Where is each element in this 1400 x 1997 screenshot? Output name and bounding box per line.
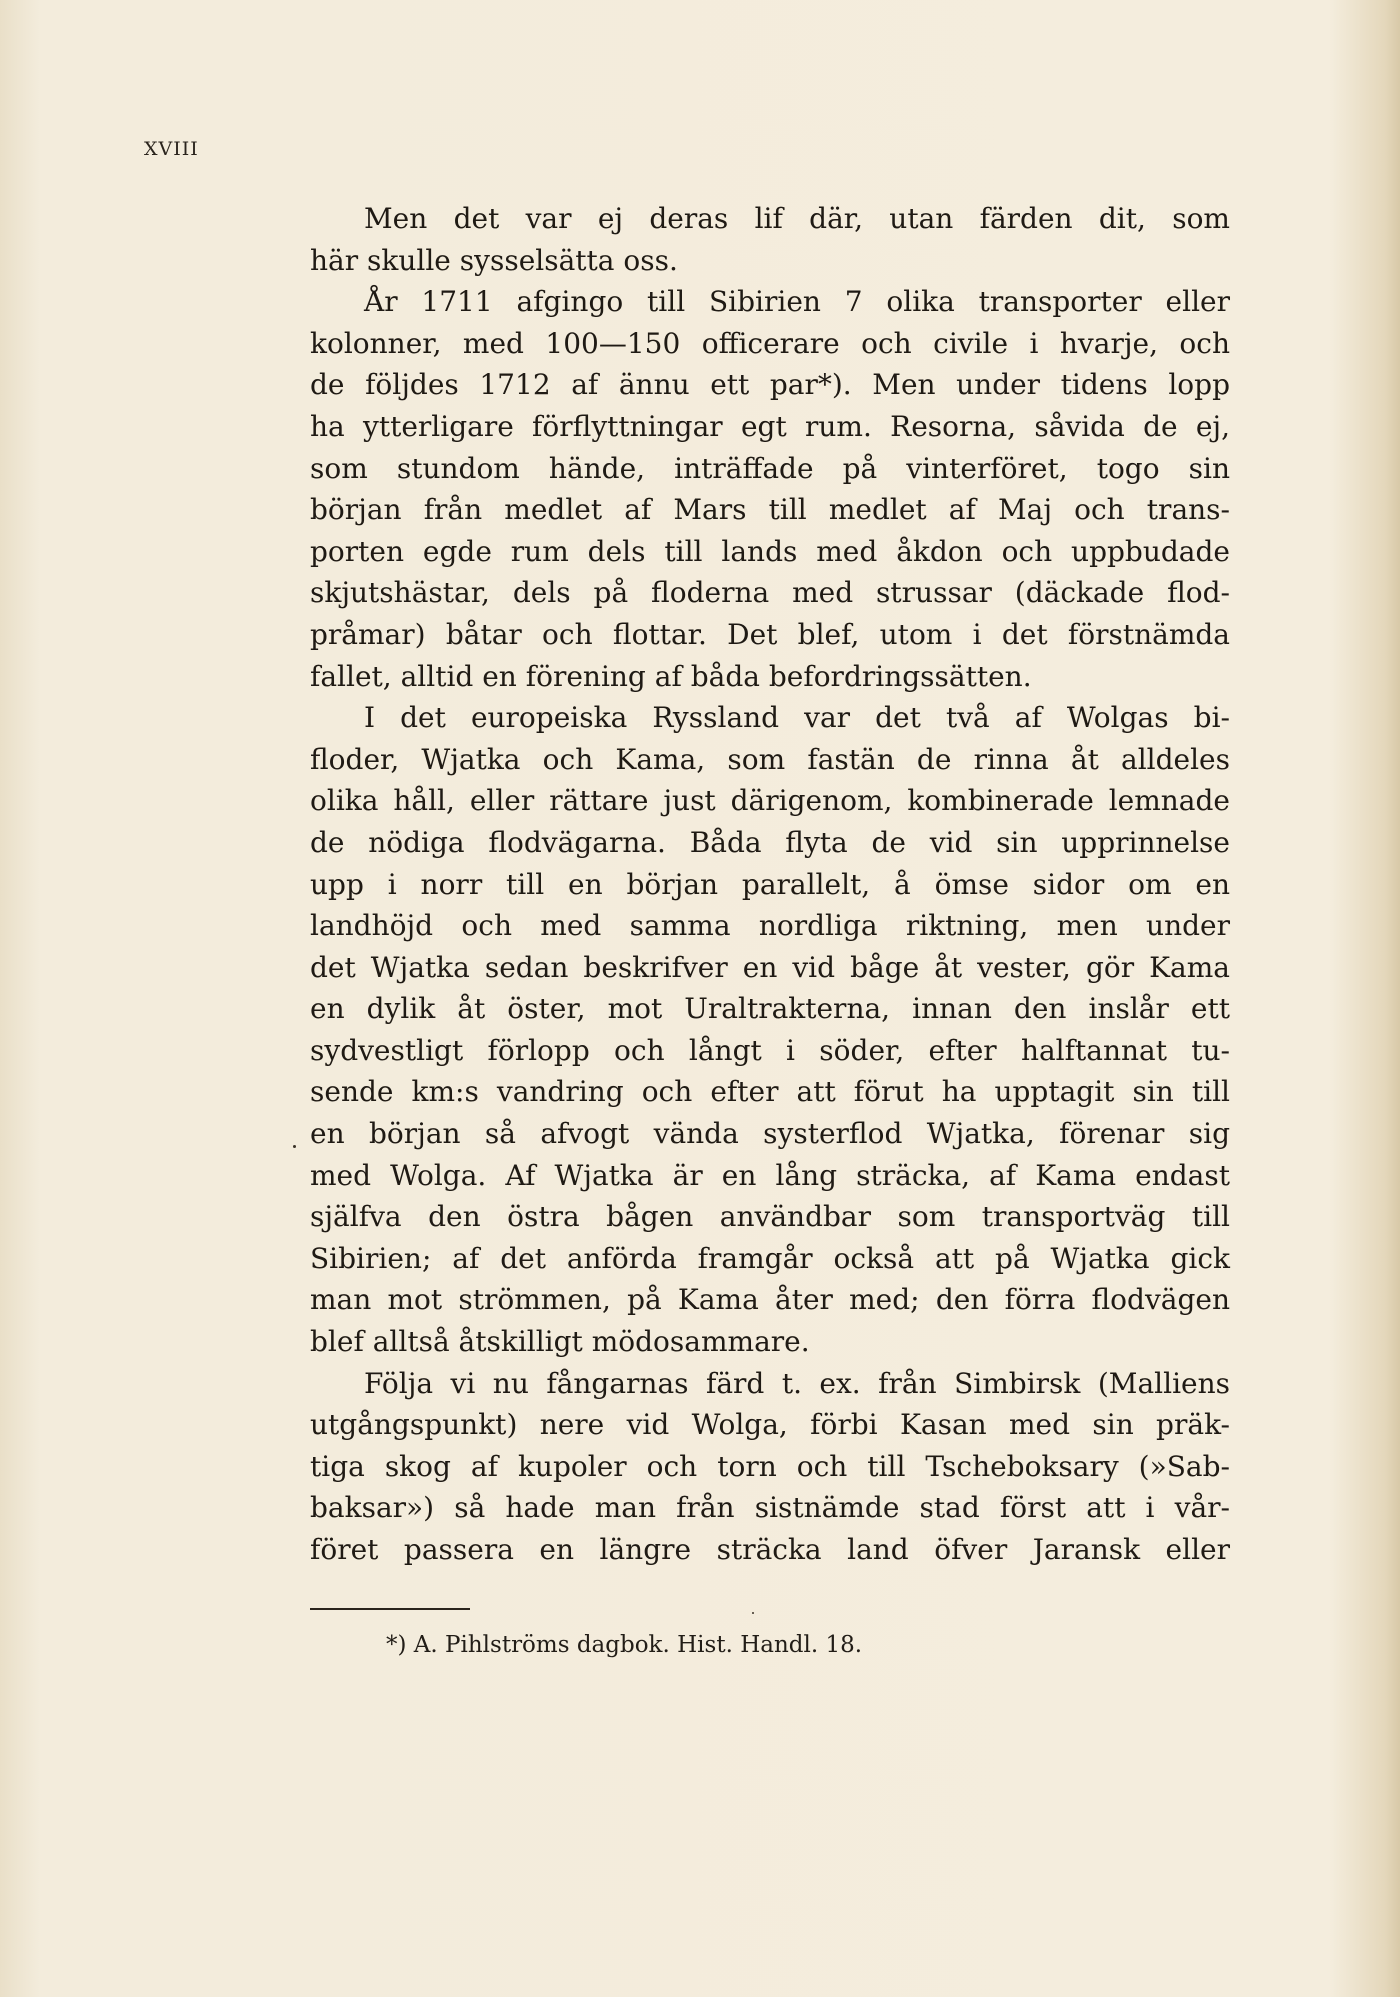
paper-speck — [752, 1612, 754, 1614]
text-line: blef alltså åtskilligt mödosammare. — [310, 1325, 810, 1359]
page-number: XVIII — [144, 138, 199, 160]
footnote: *) A. Pihlströms dagbok. Hist. Handl. 18. — [386, 1632, 863, 1658]
text-line: skjutshästar, dels på floderna med strussar (däckade flod- — [310, 576, 1230, 610]
text-line: en dylik åt öster, mot Uraltrakterna, innan den inslår ett — [310, 992, 1230, 1026]
text-line: pråmar) båtar och flottar. Det blef, utom i det förstnämda — [310, 617, 1230, 651]
text-line: landhöjd och med samma nordliga riktning, men under — [310, 909, 1230, 943]
text-line: det Wjatka sedan beskrifver en vid båge åt vester, gör Kama — [310, 950, 1230, 984]
text-line: olika håll, eller rättare just därigenom, kombinerade lemnade — [310, 784, 1230, 818]
text-line: kolonner, med 100—150 officerare och civile i hvarje, och — [310, 326, 1230, 360]
text-line: föret passera en längre sträcka land öfver Jaransk eller — [310, 1533, 1230, 1566]
text-line: fallet, alltid en förening af båda befordringssätten. — [310, 659, 1032, 693]
text-line: början från medlet af Mars till medlet af Maj och trans- — [310, 493, 1230, 527]
text-line: sende km:s vandring och efter att förut ha upptagit sin till — [310, 1075, 1230, 1109]
body-text — [310, 198, 1230, 1571]
paper-speck — [293, 1145, 296, 1148]
footnote-divider — [310, 1608, 470, 1610]
text-line: själfva den östra bågen användbar som transportväg till — [310, 1200, 1230, 1234]
text-line: baksar») så hade man från sistnämde stad först att i vår- — [310, 1491, 1230, 1525]
text-line: man mot strömmen, på Kama åter med; den förra flodvägen — [310, 1283, 1230, 1317]
text-line: upp i norr till en början parallelt, å ömse sidor om en — [310, 867, 1230, 901]
text-line: porten egde rum dels till lands med åkdon och uppbudade — [310, 534, 1230, 568]
text-line: I det europeiska Ryssland var det två af Wolgas bi- — [364, 701, 1230, 735]
text-line: som stundom hände, inträffade på vinterföret, togo sin — [310, 451, 1230, 485]
text-line: Sibirien; af det anförda framgår också att på Wjatka gick — [310, 1241, 1230, 1275]
text-line: ha ytterligare förflyttningar egt rum. Resorna, såvida de ej, — [310, 409, 1230, 443]
text-line: tiga skog af kupoler och torn och till Tscheboksary (»Sab- — [310, 1449, 1230, 1483]
text-line: med Wolga. Af Wjatka är en lång sträcka, af Kama endast — [310, 1158, 1230, 1192]
text-line: de nödiga flodvägarna. Båda flyta de vid sin upprinnelse — [310, 825, 1230, 859]
text-line: sydvestligt förlopp och långt i söder, efter halftannat tu- — [310, 1033, 1230, 1067]
text-line: en början så afvogt vända systerflod Wjatka, förenar sig — [310, 1117, 1230, 1151]
text-line: Följa vi nu fångarnas färd t. ex. från Simbirsk (Malliens — [364, 1366, 1230, 1400]
text-line: utgångspunkt) nere vid Wolga, förbi Kasan med sin präk- — [310, 1408, 1230, 1442]
text-line: här skulle sysselsätta oss. — [310, 243, 678, 277]
text-line: År 1711 afgingo till Sibirien 7 olika transporter eller — [364, 285, 1230, 319]
text-line: Men det var ej deras lif där, utan färden dit, som — [364, 202, 1230, 235]
text-line: de följdes 1712 af ännu ett par*). Men under tidens lopp — [310, 368, 1230, 402]
text-line: floder, Wjatka och Kama, som fastän de rinna åt alldeles — [310, 742, 1230, 776]
